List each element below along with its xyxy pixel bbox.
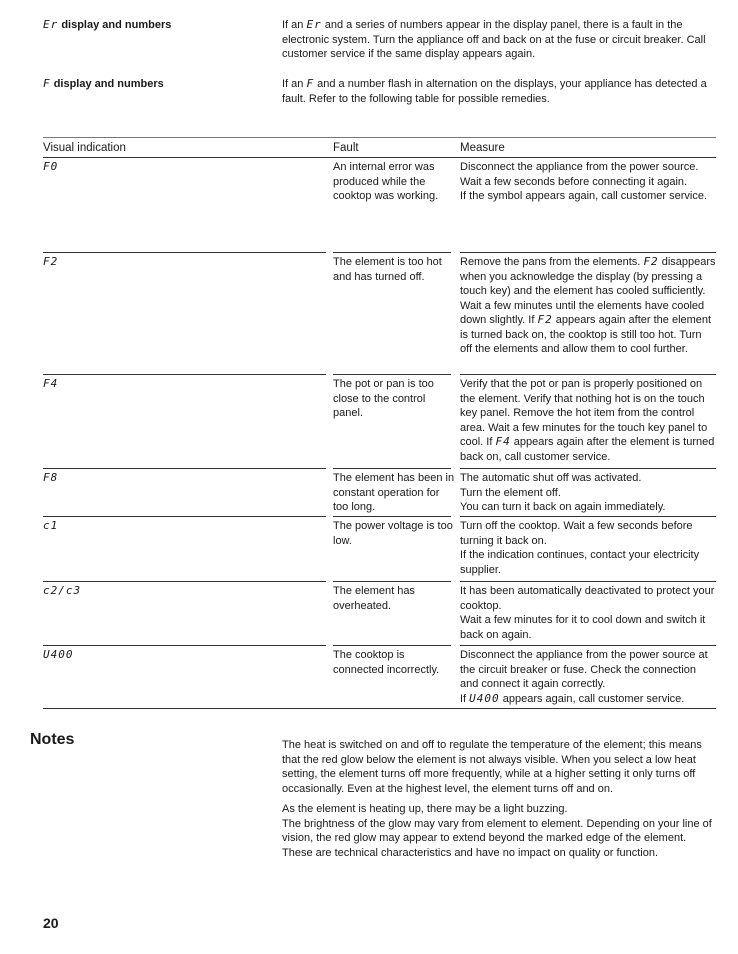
- measure-text: Verify that the pot or pan is properly positioned on the element. Verify that nothing hot is on the touch key panel. Remove the hot item from the control area. Wait a few minutes for the touch key panel to cool. If: [460, 378, 708, 448]
- er-text-after: and a series of numbers appear in the display panel, there is a fault in the electronic system. Turn the appliance off and back on at the fuse or circuit breaker. Call customer service if the same display appears again.: [282, 19, 706, 60]
- row-code: F4: [43, 377, 59, 390]
- measure-text: Disconnect the appliance from the power source at the circuit breaker or fuse. Check the connection and connect it again correctly. If: [460, 649, 708, 705]
- row-measure: [460, 648, 716, 706]
- table-row: [43, 581, 716, 645]
- row-divider: [460, 374, 716, 375]
- er-text-before: If an: [282, 19, 307, 31]
- table-row: [43, 516, 716, 581]
- intro-er-description: [282, 18, 716, 62]
- er-code: Er: [43, 18, 59, 31]
- row-divider: [460, 468, 716, 469]
- row-divider: [43, 645, 326, 646]
- row-fault: The pot or pan is too close to the control panel.: [333, 378, 434, 419]
- f-label-text: display and numbers: [53, 78, 164, 90]
- header-measure: Measure: [460, 142, 505, 154]
- intro-f-label: [43, 77, 273, 92]
- fault-table-header: [43, 137, 716, 154]
- measure-text: appears again, call customer service.: [499, 692, 685, 705]
- row-divider: [460, 645, 716, 646]
- measure-code: F4: [495, 435, 511, 448]
- measure-text: disappears when you acknowledge the display (by pressing a touch key) and the element has cooled sufficiently. Wait a few minutes until the elements have cooled down slightly. If: [460, 256, 716, 326]
- row-divider: [43, 581, 326, 582]
- table-row: [43, 468, 716, 516]
- row-fault: The element has overheated.: [333, 585, 415, 612]
- measure-code: F2: [537, 313, 553, 326]
- page-number: 20: [43, 915, 59, 931]
- table-row: [43, 645, 716, 708]
- notes-paragraph-2: [282, 802, 716, 860]
- row-fault: The cooktop is connected incorrectly.: [333, 649, 440, 676]
- row-fault: The element has been in constant operation for too long.: [333, 472, 455, 513]
- er-inline-code: Er: [306, 18, 322, 31]
- notes-line: These are technical characteristics and have no impact on quality or function.: [282, 846, 659, 859]
- header-visual-indication: Visual indication: [43, 142, 126, 154]
- notes-paragraph-1: The heat is switched on and off to regulate the temperature of the element; this means that the red glow below the element is not always visible. When you select a low heat setting, the element turns off more frequently, while at a higher setting it only turns off occasionally. Even at the highest level, the element turns off and on.: [282, 739, 702, 795]
- f-text-before: If an: [282, 78, 307, 90]
- row-code: F0: [43, 160, 59, 173]
- row-divider: [333, 374, 451, 375]
- measure-text: appears again after the element is turned back on, call customer service.: [460, 436, 715, 463]
- table-row: [43, 252, 716, 374]
- table-bottom-border: [43, 708, 716, 709]
- row-divider: [333, 581, 451, 582]
- intro-f-description: [282, 77, 716, 106]
- row-measure: The automatic shut off was activated. Turn the element off. You can turn it back on again immediately.: [460, 472, 666, 513]
- table-row: [43, 374, 716, 468]
- row-divider: [460, 516, 716, 517]
- row-divider: [43, 516, 326, 517]
- header-fault: Fault: [333, 142, 359, 154]
- row-divider: [460, 252, 716, 253]
- row-divider: [333, 516, 451, 517]
- row-divider: [333, 645, 451, 646]
- f-inline-code: F: [306, 77, 315, 90]
- measure-code: F2: [643, 255, 659, 268]
- measure-text: appears again after the element is turned back on, the cooktop is still too hot. Turn off the elements and allow them to cool further.: [460, 314, 712, 355]
- row-fault: The element is too hot and has turned off.: [333, 256, 442, 283]
- row-divider: [43, 374, 326, 375]
- notes-line: The brightness of the glow may vary from element to element. Depending on your line of vision, the red glow may appear to extend beyond the marked edge of the element.: [282, 817, 712, 844]
- intro-er-label: [43, 18, 273, 33]
- row-code: c2/c3: [43, 584, 82, 597]
- er-label-text: display and numbers: [61, 19, 172, 31]
- table-row: [43, 157, 716, 252]
- f-text-after: and a number flash in alternation on the displays, your appliance has detected a fault. Refer to the following table for possible remedies.: [282, 78, 707, 105]
- row-code: F8: [43, 471, 59, 484]
- row-divider: [333, 252, 451, 253]
- row-code: F2: [43, 255, 59, 268]
- row-divider: [43, 468, 326, 469]
- row-fault: The power voltage is too low.: [333, 520, 453, 547]
- notes-line: As the element is heating up, there may be a light buzzing.: [282, 803, 568, 815]
- row-measure: [460, 377, 716, 464]
- row-measure: [460, 255, 716, 357]
- row-measure: Turn off the cooktop. Wait a few seconds before turning it back on. If the indication continues, contact your electricity supplier.: [460, 520, 700, 576]
- f-code: F: [43, 77, 51, 90]
- row-divider: [43, 252, 326, 253]
- row-divider: [460, 581, 716, 582]
- row-divider: [333, 468, 451, 469]
- row-measure: Disconnect the appliance from the power source. Wait a few seconds before connecting it again. If the symbol appears again, call customer service.: [460, 161, 708, 202]
- row-code: U400: [43, 648, 74, 661]
- measure-code: U400: [469, 691, 500, 705]
- notes-title: Notes: [30, 731, 75, 748]
- row-fault: An internal error was produced while the cooktop was working.: [333, 161, 439, 202]
- row-code: c1: [43, 519, 59, 532]
- row-measure: It has been automatically deactivated to protect your cooktop. Wait a few minutes for it to cool down and switch it back on again.: [460, 585, 715, 641]
- measure-text: Remove the pans from the elements.: [460, 256, 644, 268]
